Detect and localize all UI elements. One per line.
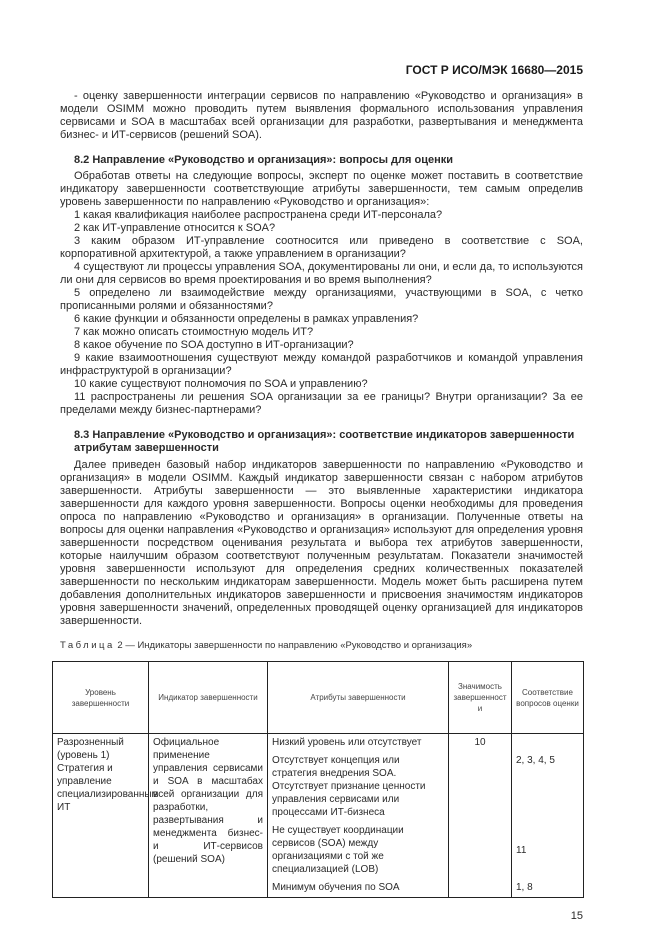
cell-weight: 10 — [449, 734, 512, 898]
question-item: 3 каким образом ИТ-управление соотносится или приведено в соответствие с SOA, корпоративной архитектурой, а также управлением в организации? — [60, 235, 583, 260]
maturity-table — [52, 661, 584, 898]
page-number: 15 — [570, 910, 583, 922]
header-attributes: Атрибуты завершенности — [268, 662, 449, 734]
section-8-2-paragraph: Обработав ответы на следующие вопросы, эксперт по оценке может поставить в соответствие индикатору завершенности соответствующие атрибуты завершенности, тем самым определив уровень завершенности по направлению «Руководство и организация»: — [60, 170, 583, 208]
question-refs: 2, 3, 4, 5 — [512, 752, 584, 822]
page-body — [57, 90, 583, 923]
header-level: Уровень завершенности — [53, 662, 149, 734]
question-item: 9 какие взаимоотношения существуют между командой разработчиков и командой управления инфраструктурой в организации? — [60, 352, 583, 377]
section-8-3-paragraph: Далее приведен базовый набор индикаторов завершенности по направлению «Руководство и организация» в модели OSIMM. Каждый индикатор завершенности связан с набором атрибутов завершенности. Атрибуты завершенности — это выявленные характеристики индикатора завершенности для каждого уровня завершенности. Вопросы оценки необходимы для проведения опроса по направлению «Руководство и организация» в организации. Полученные ответы на вопросы для оценки направления «Руководство и организация» используют для определения уровня завершенности посредством оценивания результата и выбора тех атрибутов завершенности, которые наилучшим образом соответствуют полученным результатам. Показатели значимостей уровня завершенности используют для определения средних количественных показателей завершенности по нескольким индикаторам завершенности. Модель может быть расширена путем добавления дополнительных индикаторов завершенности и присвоения значимостям индикаторов уровня завершенности значений, определенных проводящей оценку организацией для индикаторов завершенности. — [60, 459, 583, 627]
table-caption-text: 2 — Индикаторы завершенности по направлению «Руководство и организация» — [117, 640, 473, 651]
intro-paragraph: - оценку завершенности интеграции сервисов по направлению «Руководство и организация» в модели OSIMM можно проводить путем выявления формального использования управления сервисами и SOA в масштабах всей организации для разработки, развертывания и менеджмента бизнес- и ИТ-сервисов (решений SOA). — [60, 90, 583, 141]
cell-indicator: Официальное применение управления сервисами и SOA в масштабах всей организации для разработки, развертывания и менеджмента бизнес- и ИТ-сервисов (решений SOA) — [149, 734, 268, 898]
attribute-item: Отсутствует концепция или стратегия внедрения SOA. Отсутствует признание ценности управления сервисами или процессами ИТ-бизнеса — [268, 752, 449, 822]
section-8-3-heading: 8.3 Направление «Руководство и организация»: соответствие индикаторов завершенности атрибутам завершенности — [74, 429, 575, 454]
question-item: 11 распространены ли решения SOA организации за ее границы? Внутри организации? За ее пределами между бизнес-партнерами? — [60, 391, 583, 416]
table-caption-prefix: Таблица — [60, 640, 115, 651]
attribute-item: Минимум обучения по SOA — [268, 879, 449, 898]
cell-level: Разрозненный (уровень 1) Стратегия и управление специализированным ИТ — [53, 734, 149, 898]
question-item: 2 как ИТ-управление относится к SOA? — [74, 222, 276, 234]
question-item: 7 как можно описать стоимостную модель ИТ? — [74, 326, 314, 338]
question-item: 4 существуют ли процессы управления SOA, документированы ли они, и если да, то используются ли они для сервисов во время проектирования и во время выполнения? — [60, 261, 583, 286]
question-item: 1 какая квалификация наиболее распространена среди ИТ-персонала? — [74, 209, 443, 221]
header-weight: Значимость завершенности — [449, 662, 512, 734]
attribute-item: Низкий уровень или отсутствует — [268, 734, 449, 753]
question-item: 5 определено ли взаимодействие между организациями, участвующими в SOA, с четко прописанными ролями и обязанностями? — [60, 287, 583, 312]
question-item: 10 какие существуют полномочия по SOA и управлению? — [74, 378, 368, 390]
question-refs — [512, 734, 584, 753]
section-8-3 — [60, 429, 583, 628]
section-8-2-heading: 8.2 Направление «Руководство и организация»: вопросы для оценки — [74, 154, 454, 166]
question-refs: 1, 8 — [512, 879, 584, 898]
attribute-item: Не существует координации сервисов (SOA) между организациями с той же специализацией (LOB) — [268, 822, 449, 879]
header-questions: Соответствие вопросов оценки — [512, 662, 584, 734]
question-item: 8 какое обучение по SOA доступно в ИТ-организации? — [74, 339, 354, 351]
section-8-2 — [60, 154, 583, 417]
table-caption — [60, 640, 583, 652]
header-indicator: Индикатор завершенности — [149, 662, 268, 734]
question-refs: 11 — [512, 822, 584, 879]
document-id-header: ГОСТ Р ИСО/МЭК 16680—2015 — [405, 63, 583, 77]
question-item: 6 какие функции и обязанности определены в рамках управления? — [74, 313, 419, 325]
